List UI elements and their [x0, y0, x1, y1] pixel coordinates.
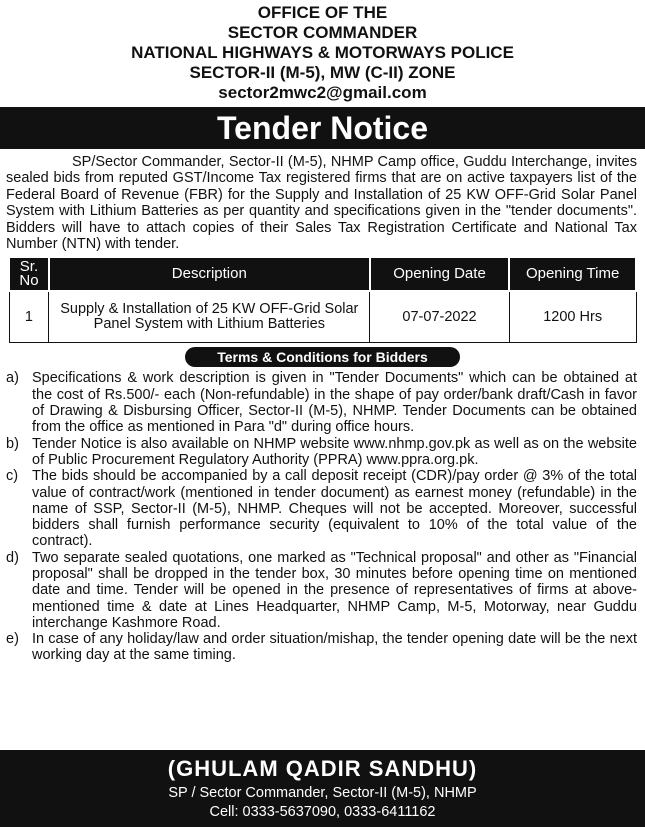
term-text: The bids should be accompanied by a call deposit receipt (CDR)/pay order @ 3% of the total value of contract/work (mentioned in tender document) as earnest money (refundable) in the name of SSP, Sector-II (M-5), NHMP. Cheques will not be accepted. Moreover, successful bidders shall furnish performance security (equivalent to 10% of the total value of the contract). [32, 468, 637, 550]
term-text: Tender Notice is also available on NHMP website www.nhmp.gov.pk as well as on the website of Public Procurement Regulatory Authority (PPRA) www.ppra.org.pk. [32, 435, 637, 468]
header-opening-time: Opening Time [509, 257, 636, 291]
term-text: Specifications & work description is given in "Tender Documents" which can be obtained at the cost of Rs.500/- each (Non-refundable) in the shape of pay order/bank draft/Cash in favor of Drawing & Disbursing Officer, Sector-II (M-5), NHMP. Tender Documents can be obtained from the office as mentioned in Para "d" during office hours. [32, 370, 637, 436]
list-item [6, 436, 637, 469]
list-item [6, 550, 637, 631]
cell-description: Supply & Installation of 25 KW OFF-Grid Solar Panel System with Lithium Batteries [49, 291, 370, 343]
list-item [6, 370, 637, 435]
header-line-commander: SECTOR COMMANDER [227, 23, 418, 42]
signatory-designation: SP / Sector Commander, Sector-II (M-5), NHMP [168, 785, 477, 801]
tender-table [8, 256, 637, 343]
header-line-office: OFFICE OF THE [257, 3, 388, 22]
term-label: e) [6, 631, 19, 648]
cell-opening-date: 07-07-2022 [370, 291, 510, 343]
signature-footer [0, 750, 645, 827]
list-item [6, 468, 637, 549]
header-line-organization: NATIONAL HIGHWAYS & MOTORWAYS POLICE [131, 43, 514, 62]
signatory-cell: Cell: 0333-5637090, 0333-6411162 [209, 804, 436, 820]
cell-sr-no: 1 [9, 291, 49, 343]
term-label: c) [6, 468, 19, 485]
term-text: In case of any holiday/law and order situation/mishap, the tender opening date will be the next working day at the same timing. [32, 631, 637, 664]
header-sr-no: Sr. No [9, 257, 49, 291]
header-opening-date: Opening Date [370, 257, 510, 291]
term-text: Two separate sealed quotations, one marked as "Technical proposal" and other as "Financial proposal" shall be dropped in the tender box, 30 minutes before opening time on mentioned date and time. Tender will be opened in the presence of representatives of firms at above- mentioned time & date at Lines Headquarter, NHMP Camp, M-5, Motorway, near Guddu interchange Kashmore Road. [32, 549, 637, 631]
intro-paragraph: SP/Sector Commander, Sector-II (M-5), NHMP Camp office, Guddu Interchange, invites sealed bids from reputed GST/Income Tax registered firms that are on active taxpayers list of the Federal Board of Revenue (FBR) for the Supply and Installation of 25 KW OFF-Grid Solar Panel System with Lithium Batteries as per quantity and specifications given in the "tender documents". Bidders will have to attach copies of their Sales Tax Registration Certificate and National Tax Number (NTN) with tender. [6, 154, 637, 253]
term-label: d) [6, 549, 19, 566]
table-header-row [9, 257, 636, 291]
table-row [9, 291, 636, 343]
terms-heading-wrap [0, 347, 645, 369]
header-line-sector: SECTOR-II (M-5), MW (C-II) ZONE [189, 63, 456, 82]
office-header [0, 0, 645, 103]
list-item [6, 631, 637, 664]
terms-heading: Terms & Conditions for Bidders [185, 347, 460, 367]
header-email: sector2mwc2@gmail.com [218, 83, 427, 102]
notice-title: Tender Notice [0, 107, 645, 149]
terms-list [6, 370, 637, 663]
header-description: Description [49, 257, 370, 291]
term-label: b) [6, 435, 19, 452]
signatory-name: (GHULAM QADIR SANDHU) [167, 756, 478, 781]
cell-opening-time: 1200 Hrs [509, 291, 636, 343]
term-label: a) [6, 370, 19, 387]
